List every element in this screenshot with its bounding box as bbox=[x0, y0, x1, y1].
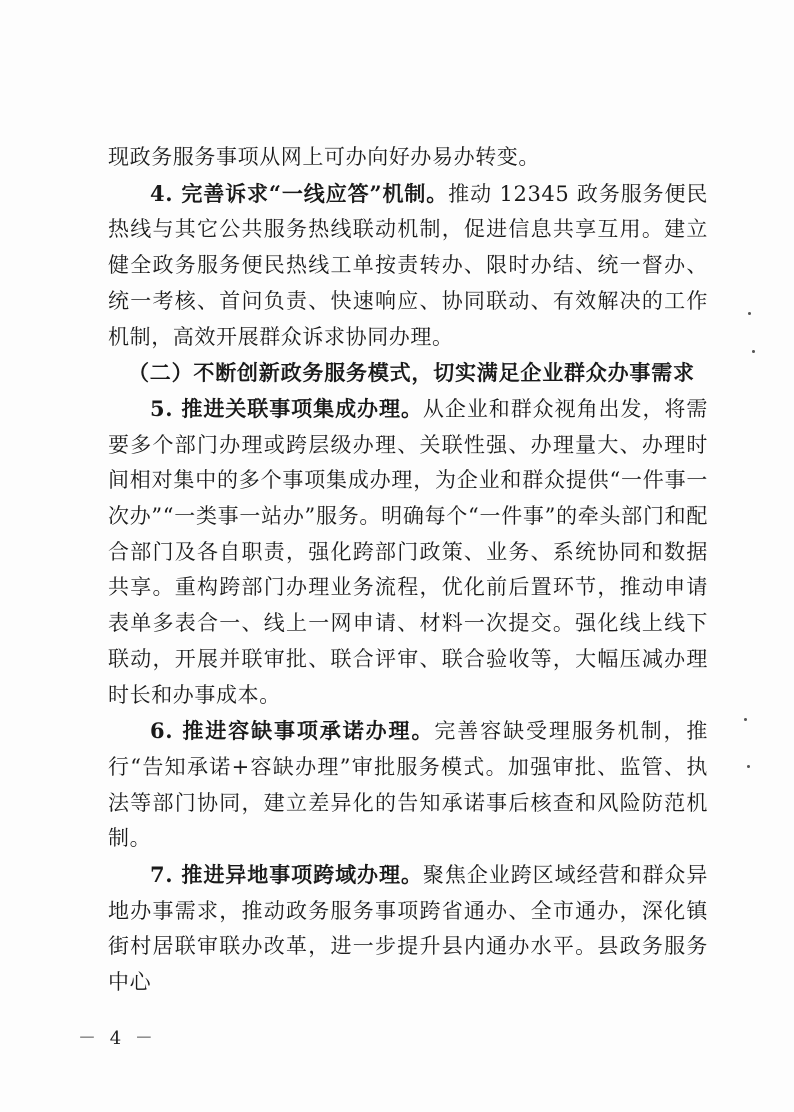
paragraph-text: 完善容缺受理服务机制，推行“告知承诺+容缺办理”审批服务模式。加强审批、监管、执法等部门协同，建立差异化的告知承诺事后核查和风险防范机制。 bbox=[108, 719, 708, 851]
paragraph-item-6 bbox=[108, 713, 708, 857]
paragraph-text: 聚焦企业跨区域经营和群众异地办事需求，推动政务服务事项跨省通办、全市通办，深化镇街村居联审联办改革，进一步提升县内通办水平。县政务服务中心 bbox=[108, 863, 708, 995]
paragraph-item-4 bbox=[108, 176, 708, 356]
paragraph-item-5 bbox=[108, 391, 708, 713]
paragraph-item-7 bbox=[108, 857, 708, 1001]
paragraph-continuation bbox=[108, 140, 708, 176]
section-heading bbox=[108, 355, 708, 391]
document-body bbox=[108, 140, 708, 1001]
section-heading-text: （二）不断创新政务服务模式，切实满足企业群众办事需求 bbox=[128, 360, 695, 386]
scan-speck bbox=[747, 765, 750, 768]
item-heading: 6. 推进容缺事项承诺办理。 bbox=[150, 718, 435, 744]
item-heading: 4. 完善诉求“一线应答”机制。 bbox=[150, 180, 449, 206]
paragraph-text: 推动 12345 政务服务便民热线与其它公共服务热线联动机制，促进信息共享互用。建立健全政务服务便民热线工单按责转办、限时办结、统一督办、统一考核、首问负责、快速响应、协同联动、有效解决的工作机制，高效开展群众诉求协同办理。 bbox=[108, 181, 709, 349]
item-heading: 7. 推进异地事项跨域办理。 bbox=[150, 862, 423, 888]
paragraph-text: 从企业和群众视角出发，将需要多个部门办理或跨层级办理、关联性强、办理量大、办理时间相对集中的多个事项集成办理，为企业和群众提供“一件事一次办”“一类事一站办”服务。明确每个“一件事”的牵头部门和配合部门及各自职责，强化跨部门政策、业务、系统协同和数据共享。重构跨部门办理业务流程，优化前后置环节，推动申请表单多表合一、线上一网申请、材料一次提交。强化线上线下联动，开展并联审批、联合评审、联合验收等，大幅压减办理时长和办事成本。 bbox=[108, 396, 708, 707]
scan-speck bbox=[744, 718, 747, 721]
paragraph-text: 现政务服务事项从网上可办向好办易办转变。 bbox=[108, 145, 540, 169]
scan-speck bbox=[748, 312, 751, 315]
item-heading: 5. 推进关联事项集成办理。 bbox=[150, 395, 423, 421]
page-number: － 4 － bbox=[78, 1028, 157, 1049]
scan-speck bbox=[752, 350, 755, 353]
